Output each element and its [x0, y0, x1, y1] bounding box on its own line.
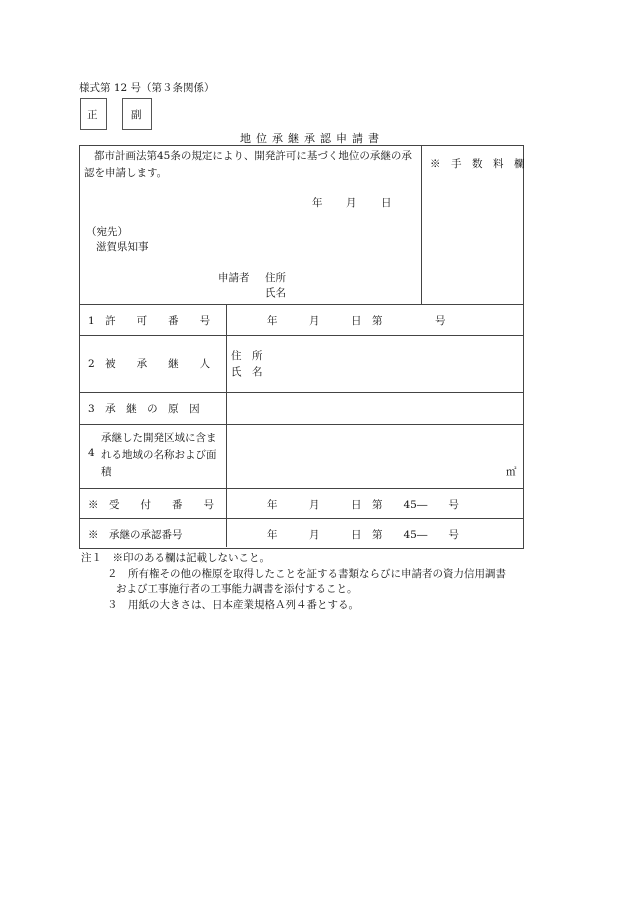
- cause-label: 3 承 継 の 原 因: [88, 403, 200, 415]
- note-1: 注１ ※印のある欄は記載しないこと。: [81, 552, 270, 564]
- approval-number-label: ※ 承継の承認番号: [88, 529, 183, 541]
- area-label: 承継した開発区域に含まれる地域の名称および面積: [101, 432, 217, 478]
- row-divider: [79, 392, 523, 393]
- original-copy-box: [80, 98, 107, 130]
- original-mark: 正: [87, 109, 98, 121]
- row-divider: [79, 304, 523, 305]
- fee-column-divider: [421, 145, 422, 304]
- addressee: 滋賀県知事: [96, 241, 149, 253]
- applicant-address-label: 住所: [265, 272, 286, 284]
- intro-text: 都市計画法第45条の規定により、開発許可に基づく地位の承継の承認を申請します。: [84, 150, 412, 179]
- date-year: 年: [312, 197, 323, 209]
- successor-label: 2 被 承 継 人: [88, 358, 211, 370]
- row-divider: [79, 488, 523, 489]
- addressee-label: （宛先）: [86, 226, 128, 238]
- note-2-line-1: ２ 所有権その他の権原を取得したことを証する書類ならびに申請者の資力信用調書: [107, 568, 506, 580]
- note-3: ３ 用紙の大きさは、日本産業規格Ａ列４番とする。: [107, 599, 359, 611]
- approval-number-value: 年 月 日 第 45― 号: [267, 529, 459, 541]
- fee-label: ※ 手 数 料 欄: [430, 158, 525, 170]
- form-number: 様式第 12 号（第３条関係）: [79, 82, 215, 94]
- row-divider: [79, 424, 523, 425]
- note-2-line-2: および工事施行者の工事能力調書を添付すること。: [116, 583, 358, 595]
- date-month: 月: [346, 197, 357, 209]
- successor-address-label: 住 所: [231, 350, 263, 362]
- duplicate-mark: 副: [131, 109, 142, 121]
- area-unit: ㎡: [506, 466, 517, 478]
- duplicate-copy-box: [122, 98, 152, 130]
- label-column-divider: [226, 304, 227, 547]
- area-row-number: 4: [88, 447, 95, 459]
- applicant-label: 申請者: [218, 272, 250, 284]
- date-day: 日: [381, 197, 392, 209]
- successor-name-label: 氏 名: [231, 366, 263, 378]
- permit-number-label: 1 許 可 番 号: [88, 315, 211, 327]
- page-title: 地位承継承認申請書: [240, 132, 384, 145]
- permit-number-value: 年 月 日 第 号: [267, 315, 446, 327]
- row-divider: [79, 518, 523, 519]
- receipt-number-label: ※ 受 付 番 号: [88, 499, 214, 511]
- applicant-name-label: 氏名: [265, 287, 286, 299]
- receipt-number-value: 年 月 日 第 45― 号: [267, 499, 459, 511]
- row-divider: [79, 335, 523, 336]
